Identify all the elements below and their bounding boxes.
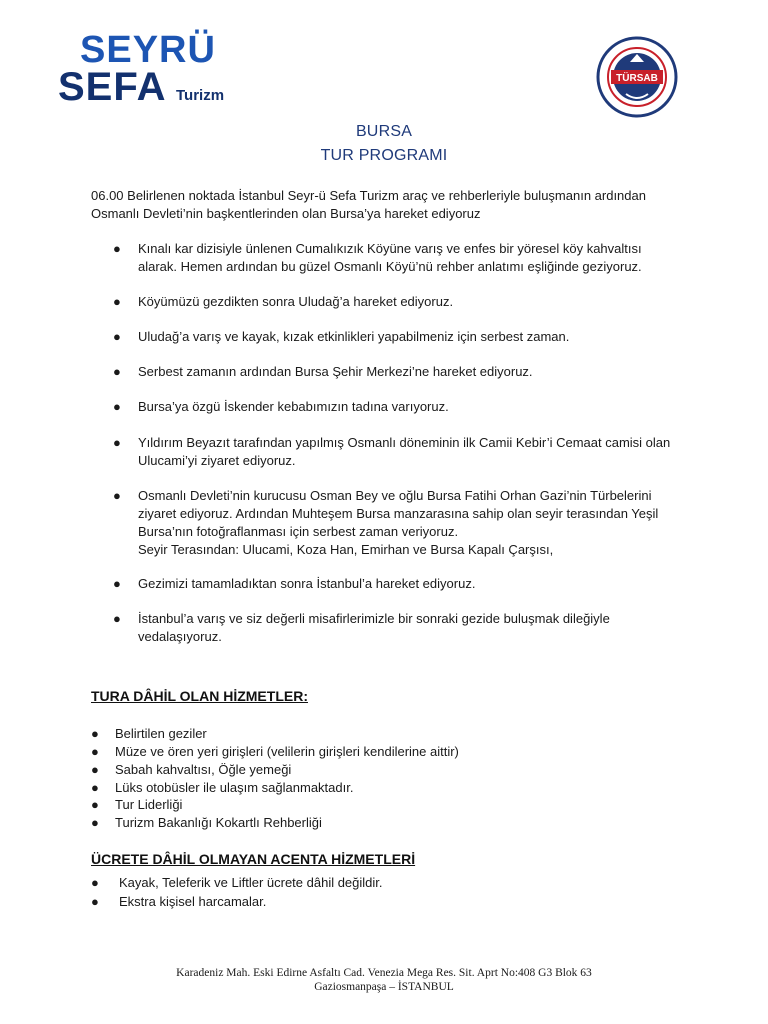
- included-item-text: Sabah kahvaltısı, Öğle yemeği: [115, 762, 292, 777]
- bullet-icon: ●: [113, 435, 121, 450]
- included-item-text: Tur Liderliği: [115, 797, 183, 812]
- logo-line2: SEFA: [58, 65, 167, 108]
- bullet-icon: ●: [91, 744, 99, 759]
- included-item-text: Lüks otobüsler ile ulaşım sağlanmaktadır.: [115, 780, 354, 795]
- program-item-extra-text: Seyir Terasından: Ulucami, Koza Han, Emirhan ve Bursa Kapalı Çarşısı,: [138, 542, 554, 557]
- program-item-text: Osmanlı Devleti’nin kurucusu Osman Bey ve oğlu Bursa Fatihi Orhan Gazi’nin Türbelerini ziyaret ediyoruz. Ardından Muhteşem Bursa manzarasına sahip olan seyir terasından Yeşil Bursa’nın fotoğraflanması için serbest zaman veriyoruz.: [138, 488, 659, 539]
- bullet-icon: ●: [113, 294, 121, 309]
- seyru-sefa-logo-graphic: [58, 28, 248, 108]
- title-program: TUR PROGRAMI: [320, 147, 448, 164]
- title-city: BURSA: [355, 123, 413, 140]
- program-item-text: Bursa’ya özgü İskender kebabımızın tadına varıyoruz.: [138, 399, 449, 414]
- program-item-text: Serbest zamanın ardından Bursa Şehir Merkezi’ne hareket ediyoruz.: [138, 364, 533, 379]
- excluded-heading: ÜCRETE DÂHİL OLMAYAN ACENTA HİZMETLERİ: [91, 851, 416, 867]
- program-item-text: İstanbul’a varış ve siz değerli misafirlerimizle bir sonraki gezide buluşmak dileğiyle vedalaşıyoruz.: [138, 611, 610, 644]
- included-item-text: Turizm Bakanlığı Kokartlı Rehberliği: [115, 815, 322, 830]
- program-item-text: Gezimizi tamamladıktan sonra İstanbul’a hareket ediyoruz.: [138, 576, 476, 591]
- tursab-badge: [596, 36, 678, 118]
- bullet-icon: ●: [91, 815, 99, 830]
- logo-line3: Turizm: [176, 87, 225, 104]
- bullet-icon: ●: [113, 576, 121, 591]
- bullet-icon: ●: [91, 726, 99, 741]
- excluded-item-text: Ekstra kişisel harcamalar.: [119, 894, 267, 909]
- bullet-icon: ●: [113, 611, 121, 626]
- bullet-icon: ●: [113, 399, 121, 414]
- tursab-seal-graphic: [596, 36, 678, 118]
- bullet-icon: ●: [113, 364, 121, 379]
- bullet-icon: ●: [91, 780, 99, 795]
- logo-line1: SEYRÜ: [80, 29, 216, 71]
- bullet-icon: ●: [91, 894, 99, 909]
- included-item-text: Müze ve ören yeri girişleri (velilerin girişleri kendilerine aittir): [115, 744, 459, 759]
- included-heading: TURA DÂHİL OLAN HİZMETLER:: [91, 688, 308, 704]
- bullet-icon: ●: [113, 488, 121, 503]
- bullet-icon: ●: [113, 329, 121, 344]
- intro-paragraph: 06.00 Belirlenen noktada İstanbul Seyr-ü Sefa Turizm araç ve rehberleriyle buluşmanın ardından Osmanlı Devleti’nin başkentlerinden olan Bursa’ya hareket ediyoruz: [91, 188, 646, 221]
- footer-address: Karadeniz Mah. Eski Edirne Asfaltı Cad. Venezia Mega Res. Sit. Aprt No:408 G3 Blok 63: [176, 967, 592, 979]
- badge-text: TÜRSAB: [616, 73, 658, 84]
- included-item-text: Belirtilen geziler: [115, 726, 207, 741]
- program-item-text: Yıldırım Beyazıt tarafından yapılmış Osmanlı döneminin ilk Camii Kebir’i Cemaat camisi olan Ulucami’yi ziyaret ediyoruz.: [138, 435, 671, 468]
- bullet-icon: ●: [91, 797, 99, 812]
- seyru-sefa-logo: [58, 28, 248, 108]
- excluded-item-text: Kayak, Teleferik ve Liftler ücrete dâhil değildir.: [119, 875, 383, 890]
- program-item-text: Uludağ’a varış ve kayak, kızak etkinlikleri yapabilmeniz için serbest zaman.: [138, 329, 570, 344]
- bullet-icon: ●: [91, 762, 99, 777]
- bullet-icon: ●: [113, 241, 121, 256]
- footer-city: Gaziosmanpaşa – İSTANBUL: [314, 981, 454, 993]
- program-item-text: Kınalı kar dizisiyle ünlenen Cumalıkızık Köyüne varış ve enfes bir yöresel köy kahvaltısı alarak. Hemen ardından bu güzel Osmanlı Köyü’nü rehber anlatımı eşliğinde geziyoruz.: [138, 241, 642, 274]
- bullet-icon: ●: [91, 875, 99, 890]
- program-item-text: Köyümüzü gezdikten sonra Uludağ’a hareket ediyoruz.: [138, 294, 454, 309]
